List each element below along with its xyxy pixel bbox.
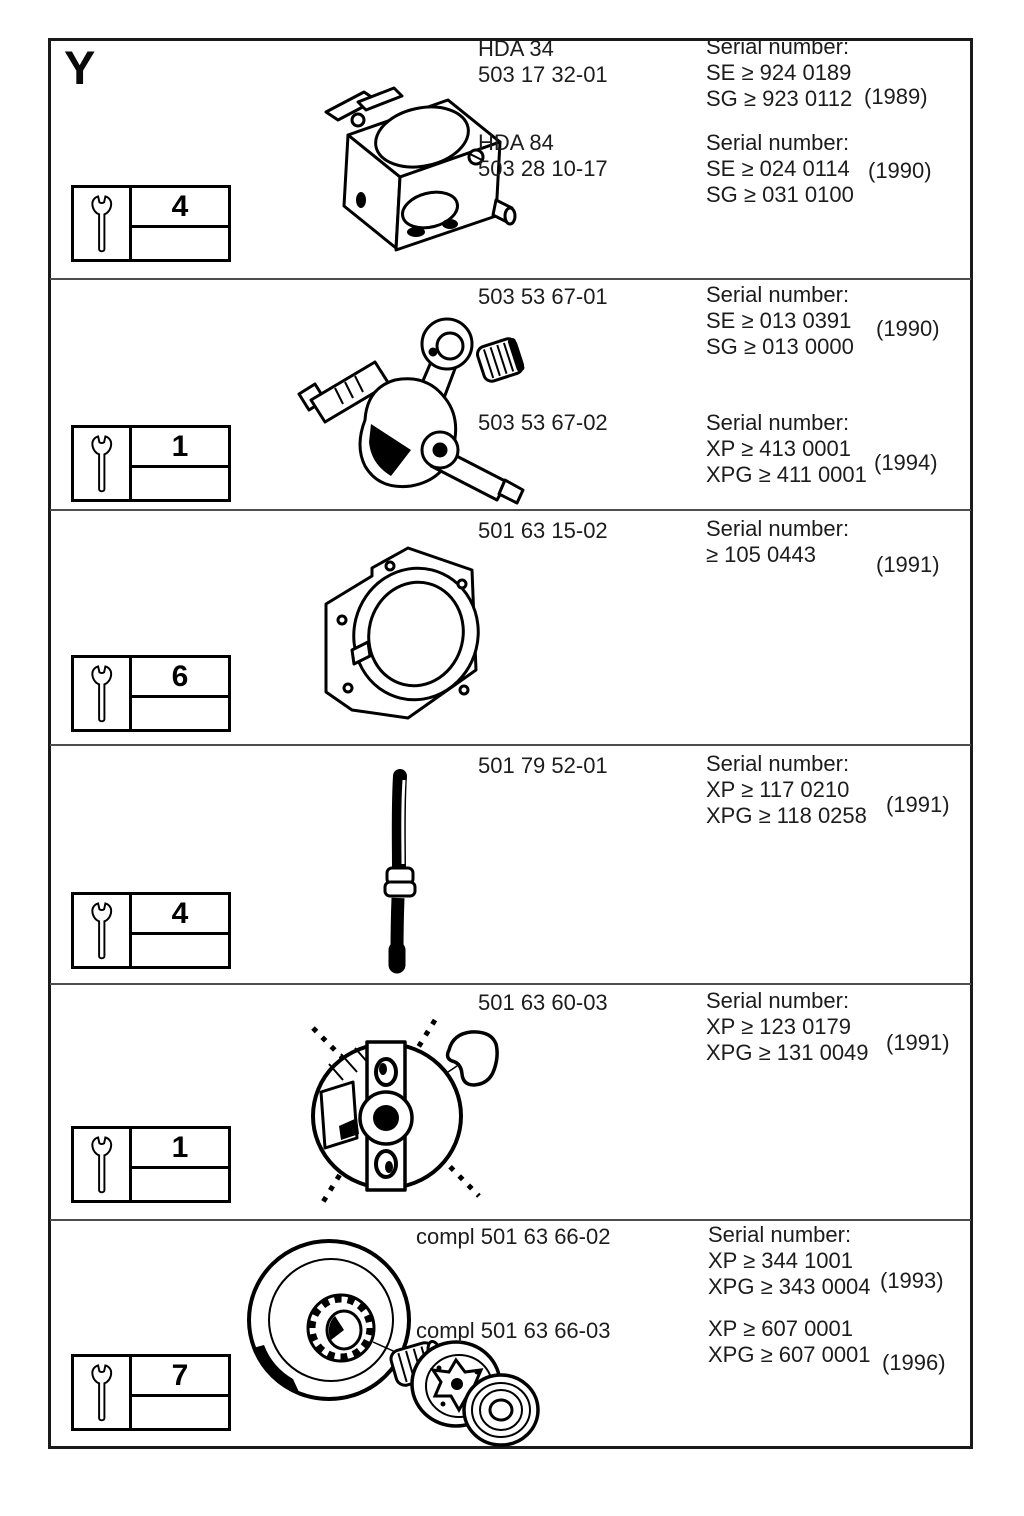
- part-number-block: [478, 518, 608, 544]
- serial-line: SE ≥ 024 0114: [706, 156, 850, 181]
- part-code: 503 53 67-01: [478, 284, 608, 309]
- tool-qty-box: [71, 1126, 231, 1203]
- serial-line: SG ≥ 031 0100: [706, 182, 854, 207]
- serial-title: Serial number:: [706, 410, 850, 435]
- serial-title: Serial number:: [706, 516, 850, 541]
- serial-title: Serial number:: [708, 1222, 852, 1247]
- qty-empty-cell: [132, 1169, 228, 1200]
- part-code: 503 28 10-17: [478, 156, 608, 181]
- qty-value: 1: [132, 428, 228, 468]
- part-number-block: [416, 1224, 610, 1250]
- serial-block: [708, 1222, 871, 1300]
- fuel-hose-illustration: [358, 768, 448, 976]
- serial-title: Serial number:: [706, 130, 850, 155]
- year-label: (1994): [874, 450, 938, 475]
- wrench-icon: [74, 895, 132, 966]
- serial-block: [706, 988, 869, 1066]
- serial-line: SE ≥ 013 0391: [706, 308, 852, 333]
- tool-qty-box: [71, 185, 231, 262]
- serial-line: XPG ≥ 131 0049: [706, 1040, 869, 1065]
- part-code: 503 53 67-02: [478, 410, 608, 435]
- serial-line: XP ≥ 607 0001: [708, 1316, 854, 1341]
- year-label: (1989): [864, 84, 928, 109]
- part-number-block: [478, 284, 608, 310]
- part-model: HDA 34: [478, 36, 554, 61]
- year-label: (1996): [882, 1350, 946, 1375]
- year-label: (1993): [880, 1268, 944, 1293]
- serial-line: XP ≥ 413 0001: [706, 436, 852, 461]
- qty-value: 7: [132, 1357, 228, 1397]
- part-code: compl 501 63 66-03: [416, 1318, 611, 1343]
- qty-empty-cell: [132, 698, 228, 729]
- qty-value: 6: [132, 658, 228, 698]
- tool-qty-box: [71, 425, 231, 502]
- serial-title: Serial number:: [706, 751, 850, 776]
- part-number-block: [478, 990, 608, 1016]
- qty-empty-cell: [132, 935, 228, 966]
- serial-line: SG ≥ 923 0112: [706, 86, 853, 111]
- wrench-icon: [74, 1357, 132, 1428]
- serial-block: [706, 410, 867, 488]
- serial-block: [706, 130, 854, 208]
- qty-value: 4: [132, 895, 228, 935]
- serial-title: Serial number:: [706, 988, 850, 1013]
- tool-qty-box: [71, 655, 231, 732]
- serial-title: Serial number:: [706, 34, 850, 59]
- serial-block: [706, 516, 849, 568]
- year-label: (1990): [876, 316, 940, 341]
- part-model: HDA 84: [478, 130, 554, 155]
- part-code: 503 17 32-01: [478, 62, 608, 87]
- serial-block: [708, 1316, 871, 1368]
- part-code: 501 79 52-01: [478, 753, 608, 778]
- mounting-plate-illustration: [312, 540, 507, 732]
- part-code: 501 63 15-02: [478, 518, 608, 543]
- row-divider: [50, 983, 971, 985]
- row-divider: [50, 744, 971, 746]
- qty-empty-cell: [132, 468, 228, 499]
- serial-block: [706, 34, 852, 112]
- serial-block: [706, 751, 867, 829]
- tool-qty-box: [71, 892, 231, 969]
- part-code: compl 501 63 66-02: [416, 1224, 611, 1249]
- serial-line: XPG ≥ 118 0258: [706, 803, 867, 828]
- qty-value: 4: [132, 188, 228, 228]
- serial-block: [706, 282, 854, 360]
- row-divider: [50, 1219, 971, 1221]
- row-divider: [50, 509, 971, 511]
- part-number-block: [478, 410, 608, 436]
- row-divider: [50, 278, 971, 280]
- part-number-block: [478, 36, 608, 88]
- year-label: (1991): [886, 1030, 950, 1055]
- serial-line: XP ≥ 123 0179: [706, 1014, 852, 1039]
- part-number-block: [478, 130, 608, 182]
- qty-value: 1: [132, 1129, 228, 1169]
- year-label: (1991): [886, 792, 950, 817]
- part-number-block: [416, 1318, 610, 1344]
- tool-qty-box: [71, 1354, 231, 1431]
- wrench-icon: [74, 428, 132, 499]
- serial-title: Serial number:: [706, 282, 850, 307]
- serial-line: XPG ≥ 343 0004: [708, 1274, 871, 1299]
- serial-line: ≥ 105 0443: [706, 542, 816, 567]
- wrench-icon: [74, 1129, 132, 1200]
- qty-empty-cell: [132, 228, 228, 259]
- part-number-block: [478, 753, 608, 779]
- serial-line: SG ≥ 013 0000: [706, 334, 854, 359]
- serial-line: XPG ≥ 607 0001: [708, 1342, 871, 1367]
- serial-line: XP ≥ 344 1001: [708, 1248, 854, 1273]
- wrench-icon: [74, 658, 132, 729]
- clutch-illustration: [283, 1006, 508, 1216]
- serial-line: XPG ≥ 411 0001: [706, 462, 867, 487]
- year-label: (1990): [868, 158, 932, 183]
- year-label: (1991): [876, 552, 940, 577]
- wrench-icon: [74, 188, 132, 259]
- serial-line: SE ≥ 924 0189: [706, 60, 852, 85]
- serial-line: XP ≥ 117 0210: [706, 777, 850, 802]
- qty-empty-cell: [132, 1397, 228, 1428]
- part-code: 501 63 60-03: [478, 990, 608, 1015]
- section-letter: Y: [64, 41, 96, 94]
- crankshaft-illustration: [295, 300, 535, 500]
